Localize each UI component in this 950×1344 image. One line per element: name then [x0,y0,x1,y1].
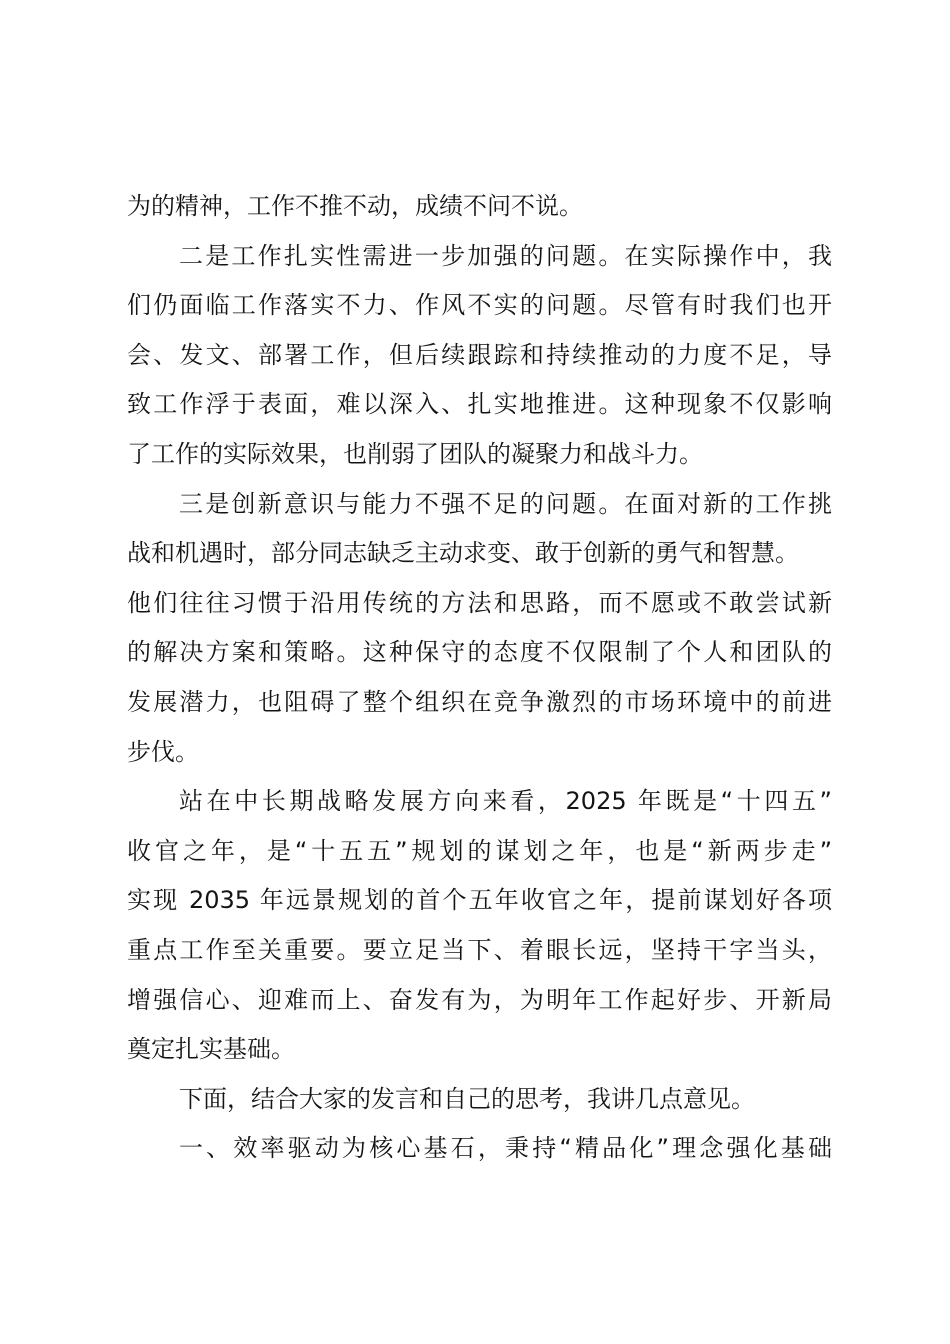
text-line: 为的精神，工作不推不动，成绩不问不说。 [127,192,583,220]
section-heading: 一、效率驱动为核心基石，秉持“精品化”理念强化基础 [179,1134,832,1163]
text-line: 他们往往习惯于沿用传统的方法和思路，而不愿或不敢尝试新 [127,588,832,617]
paragraph-innovation [127,480,832,778]
text-line: 三是创新意识与能力不强不足的问题。在面对新的工作挑 [179,489,832,518]
text-line: 会、发文、部署工作，但后续跟踪和持续推动的力度不足，导 [127,340,832,369]
document-body [127,182,832,1174]
text-line: 战和机遇时，部分同志缺乏主动求变、敢于创新的勇气和智慧。 [127,539,799,568]
paragraph-intro [127,1075,832,1125]
text-line: 二是工作扎实性需进一步加强的问题。在实际操作中，我 [179,241,832,270]
paragraph-continuation [127,182,832,232]
text-line: 实现 2035 年远景规划的首个五年收官之年，提前谋划好各项 [127,886,832,915]
text-line: 致工作浮于表面，难以深入、扎实地推进。这种现象不仅影响 [127,390,832,419]
text-line: 发展潜力，也阻碍了整个组织在竞争激烈的市场环境中的前进 [127,687,832,716]
text-line: 收官之年，是“十五五”规划的谋划之年，也是“新两步走” [127,836,832,865]
text-line: 们仍面临工作落实不力、作风不实的问题。尽管有时我们也开 [127,291,832,320]
section-heading-one [127,1124,832,1174]
text-line: 重点工作至关重要。要立足当下、着眼长远，坚持干字当头， [127,935,832,964]
text-line: 步伐。 [127,737,199,766]
text-line: 增强信心、迎难而上、奋发有为，为明年工作起好步、开新局 [127,985,832,1014]
text-line: 站在中长期战略发展方向来看，2025 年既是“十四五” [179,787,832,816]
text-line: 下面，结合大家的发言和自己的思考，我讲几点意见。 [179,1084,755,1113]
paragraph-work-solidity [127,232,832,480]
paragraph-strategy [127,777,832,1075]
text-line: 奠定扎实基础。 [127,1035,295,1064]
text-line: 了工作的实际效果，也削弱了团队的凝聚力和战斗力。 [127,439,703,468]
text-line: 的解决方案和策略。这种保守的态度不仅限制了个人和团队的 [127,638,832,667]
